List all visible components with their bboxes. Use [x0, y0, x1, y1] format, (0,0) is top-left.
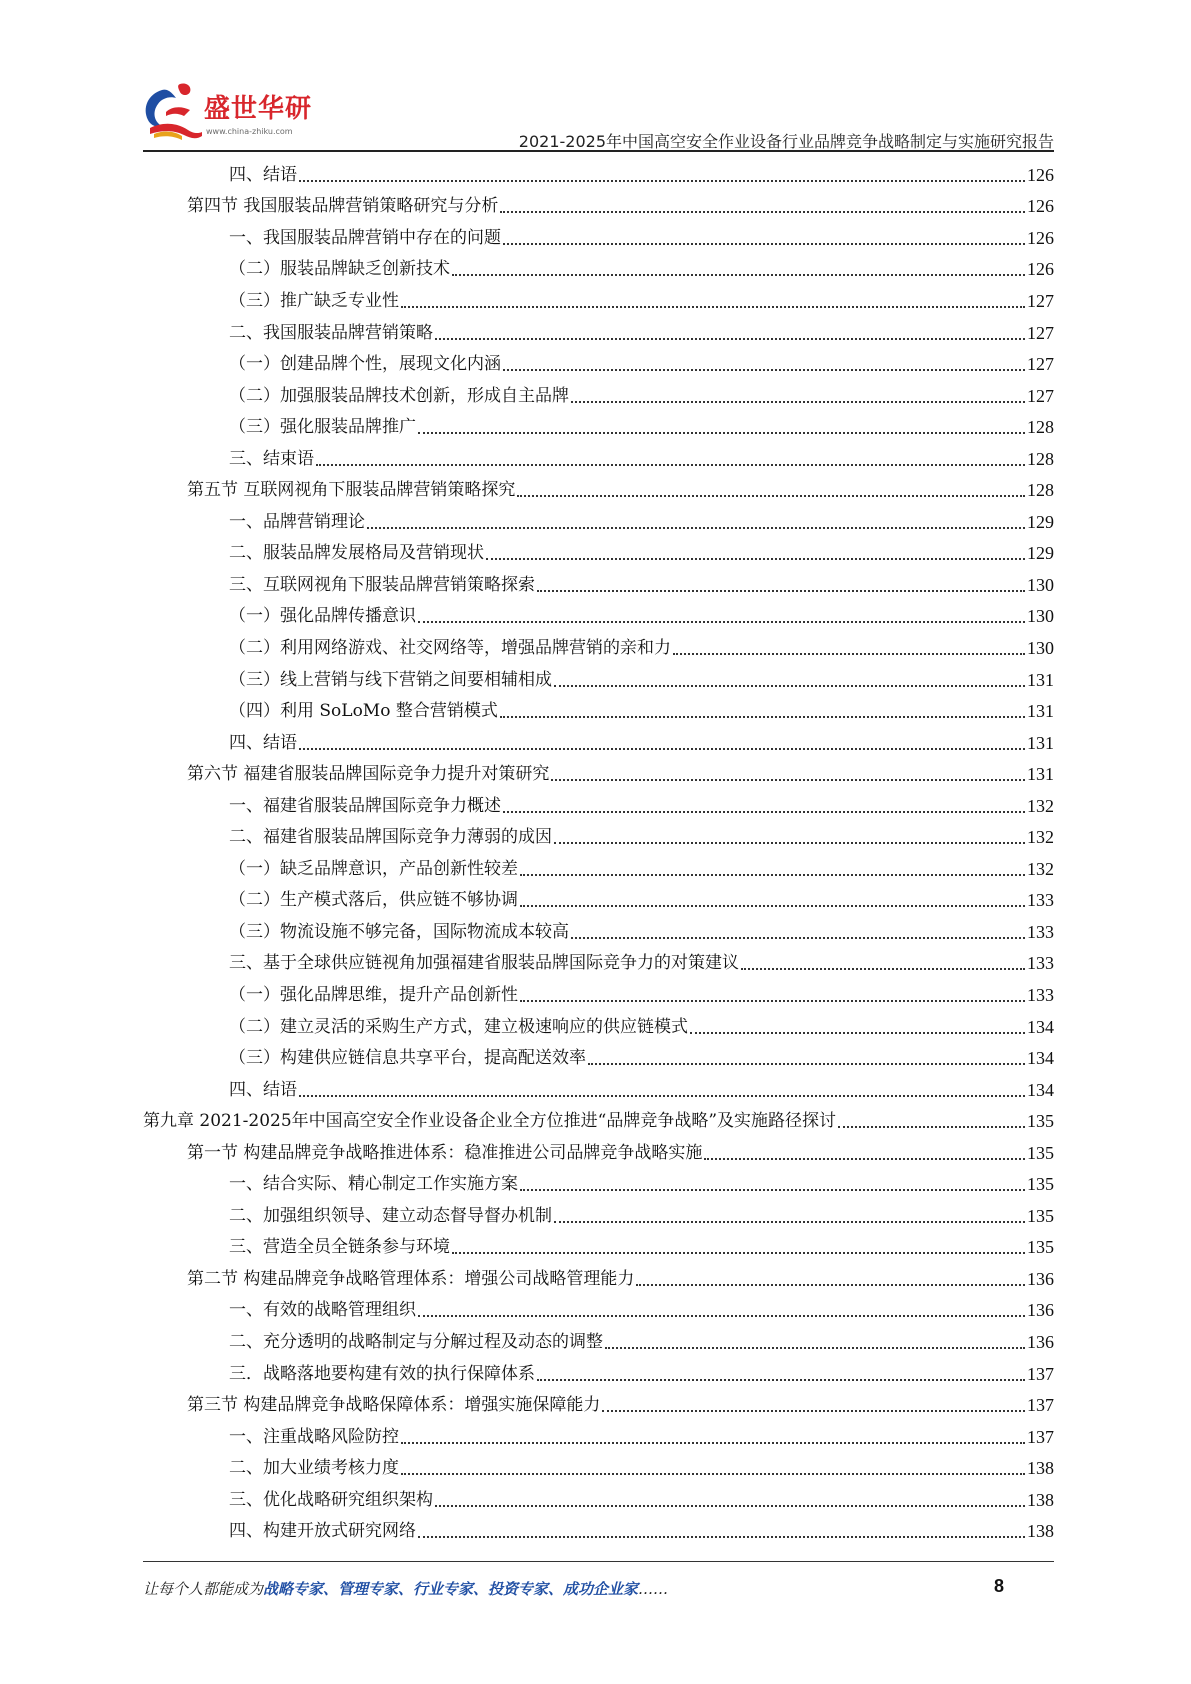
- toc-entry-page: 128: [1027, 448, 1054, 469]
- toc-entry-label: （三）线上营销与线下营销之间要相辅相成: [229, 669, 552, 690]
- toc-entry-page: 130: [1027, 606, 1054, 627]
- toc-entry-page: 129: [1027, 511, 1054, 532]
- toc-entry-label: （三）构建供应链信息共享平台，提高配送效率: [229, 1048, 586, 1069]
- toc-entry-item[interactable]: [0, 632, 1191, 664]
- toc-entry-page: 132: [1027, 858, 1054, 879]
- toc-entry-page: 130: [1027, 574, 1054, 595]
- toc-dot-leader: [452, 1252, 1025, 1254]
- toc-entry-label: （二）建立灵活的采购生产方式，建立极速响应的供应链模式: [229, 1016, 688, 1037]
- toc-entry-item[interactable]: [0, 285, 1191, 317]
- toc-entry-item[interactable]: [0, 1484, 1191, 1516]
- logo-emblem-icon: [140, 78, 210, 144]
- toc-entry-page: 126: [1027, 196, 1054, 217]
- toc-entry-page: 133: [1027, 984, 1054, 1005]
- toc-dot-leader: [500, 716, 1025, 718]
- toc-dot-leader: [486, 558, 1025, 560]
- toc-entry-item[interactable]: [0, 254, 1191, 286]
- toc-entry-page: 137: [1027, 1395, 1054, 1416]
- toc-entry-label: 三、营造全员全链条参与环境: [229, 1237, 450, 1258]
- table-of-contents: [0, 159, 1191, 1547]
- toc-entry-label: （三）推广缺乏专业性: [229, 290, 399, 311]
- toc-entry-label: 一、结合实际、精心制定工作实施方案: [229, 1174, 518, 1195]
- toc-entry-chapter[interactable]: [0, 1105, 1191, 1137]
- toc-dot-leader: [503, 369, 1025, 371]
- toc-entry-item[interactable]: [0, 1042, 1191, 1074]
- toc-entry-page: 126: [1027, 259, 1054, 280]
- toc-dot-leader: [418, 432, 1025, 434]
- toc-entry-label: （四）利用 SoLoMo 整合营销模式: [229, 701, 498, 722]
- toc-dot-leader: [673, 653, 1025, 655]
- toc-entry-label: 第一节 构建品牌竞争战略推进体系：稳准推进公司品牌竞争战略实施: [187, 1142, 703, 1163]
- page-header: [0, 0, 1191, 152]
- toc-entry-label: （二）加强服装品牌技术创新，形成自主品牌: [229, 385, 569, 406]
- toc-entry-item[interactable]: [0, 1452, 1191, 1484]
- toc-entry-page: 129: [1027, 543, 1054, 564]
- toc-entry-item[interactable]: [0, 380, 1191, 412]
- toc-entry-page: 136: [1027, 1300, 1054, 1321]
- toc-entry-item[interactable]: [0, 1011, 1191, 1043]
- toc-entry-item[interactable]: [0, 222, 1191, 254]
- toc-entry-page: 134: [1027, 1079, 1054, 1100]
- toc-dot-leader: [435, 1505, 1025, 1507]
- toc-entry-page: 135: [1027, 1205, 1054, 1226]
- toc-entry-page: 135: [1027, 1111, 1054, 1132]
- header-divider: [143, 150, 1054, 152]
- toc-entry-label: 四、结语: [229, 1079, 297, 1100]
- toc-entry-label: （一）强化品牌思维，提升产品创新性: [229, 984, 518, 1005]
- toc-entry-page: 134: [1027, 1016, 1054, 1037]
- page-footer: [143, 1578, 1054, 1604]
- toc-entry-item[interactable]: [0, 853, 1191, 885]
- toc-entry-item[interactable]: [0, 1326, 1191, 1358]
- toc-dot-leader: [418, 1315, 1025, 1317]
- logo-url: www.china-zhiku.com: [206, 127, 293, 136]
- toc-entry-page: 138: [1027, 1489, 1054, 1510]
- toc-dot-leader: [520, 1000, 1025, 1002]
- toc-entry-item[interactable]: [0, 1200, 1191, 1232]
- toc-entry-label: 三、互联网视角下服装品牌营销策略探索: [229, 574, 535, 595]
- toc-dot-leader: [838, 1126, 1025, 1128]
- toc-entry-item[interactable]: [0, 695, 1191, 727]
- toc-entry-label: （二）服装品牌缺乏创新技术: [229, 259, 450, 280]
- toc-entry-label: 一、我国服装品牌营销中存在的问题: [229, 227, 501, 248]
- toc-entry-page: 128: [1027, 480, 1054, 501]
- toc-entry-page: 135: [1027, 1174, 1054, 1195]
- logo-text: 盛世华研: [204, 94, 313, 124]
- toc-entry-item[interactable]: [0, 727, 1191, 759]
- toc-entry-label: 一、有效的战略管理组织: [229, 1300, 416, 1321]
- toc-dot-leader: [418, 621, 1025, 623]
- toc-entry-page: 137: [1027, 1363, 1054, 1384]
- toc-entry-page: 131: [1027, 669, 1054, 690]
- toc-entry-label: 第九章 2021-2025年中国高空安全作业设备企业全方位推进“品牌竞争战略”及实施路径探讨: [143, 1111, 837, 1132]
- toc-entry-section[interactable]: [0, 1389, 1191, 1421]
- toc-dot-leader: [435, 338, 1025, 340]
- toc-dot-leader: [517, 495, 1025, 497]
- toc-dot-leader: [299, 180, 1025, 182]
- footer-slogan: [143, 1578, 668, 1599]
- toc-entry-item[interactable]: [0, 979, 1191, 1011]
- toc-dot-leader: [503, 811, 1025, 813]
- page-number: 8: [993, 1576, 1004, 1596]
- toc-entry-label: 一、品牌营销理论: [229, 511, 365, 532]
- toc-dot-leader: [316, 464, 1025, 466]
- toc-entry-page: 135: [1027, 1142, 1054, 1163]
- toc-entry-label: 二、加大业绩考核力度: [229, 1458, 399, 1479]
- toc-entry-section[interactable]: [0, 1137, 1191, 1169]
- toc-dot-leader: [588, 1063, 1025, 1065]
- toc-dot-leader: [299, 748, 1025, 750]
- company-logo: [140, 78, 312, 144]
- toc-dot-leader: [602, 1410, 1025, 1412]
- toc-entry-item[interactable]: [0, 538, 1191, 570]
- toc-entry-label: （一）强化品牌传播意识: [229, 606, 416, 627]
- toc-entry-label: （二）生产模式落后，供应链不够协调: [229, 890, 518, 911]
- toc-dot-leader: [704, 1158, 1025, 1160]
- toc-entry-page: 132: [1027, 827, 1054, 848]
- toc-dot-leader: [452, 274, 1025, 276]
- toc-entry-page: 127: [1027, 354, 1054, 375]
- toc-entry-section[interactable]: [0, 758, 1191, 790]
- toc-entry-item[interactable]: [0, 1169, 1191, 1201]
- toc-entry-page: 131: [1027, 701, 1054, 722]
- toc-entry-label: 二、充分透明的战略制定与分解过程及动态的调整: [229, 1332, 603, 1352]
- toc-entry-item[interactable]: [0, 506, 1191, 538]
- toc-entry-page: 127: [1027, 290, 1054, 311]
- toc-entry-item[interactable]: [0, 916, 1191, 948]
- toc-entry-page: 137: [1027, 1426, 1054, 1447]
- toc-entry-page: 133: [1027, 921, 1054, 942]
- toc-dot-leader: [401, 306, 1025, 308]
- toc-entry-label: 一、福建省服装品牌国际竞争力概述: [229, 795, 501, 816]
- toc-entry-section[interactable]: [0, 474, 1191, 506]
- toc-entry-item[interactable]: [0, 1516, 1191, 1548]
- toc-entry-page: 133: [1027, 890, 1054, 911]
- toc-dot-leader: [741, 968, 1025, 970]
- toc-dot-leader: [520, 1189, 1025, 1191]
- toc-entry-label: 第二节 构建品牌竞争战略管理体系：增强公司战略管理能力: [187, 1268, 635, 1289]
- toc-entry-label: （一）创建品牌个性，展现文化内涵: [229, 354, 501, 375]
- toc-entry-item[interactable]: [0, 1358, 1191, 1390]
- toc-dot-leader: [571, 937, 1025, 939]
- toc-entry-item[interactable]: [0, 159, 1191, 191]
- footer-divider: [143, 1561, 1054, 1562]
- toc-dot-leader: [367, 527, 1025, 529]
- toc-dot-leader: [605, 1347, 1025, 1349]
- toc-entry-page: 138: [1027, 1521, 1054, 1542]
- toc-entry-label: 四、构建开放式研究网络: [229, 1521, 416, 1542]
- toc-entry-label: 第四节 我国服装品牌营销策略研究与分析: [187, 196, 499, 217]
- toc-entry-label: （三）物流设施不够完备，国际物流成本较高: [229, 921, 569, 942]
- toc-entry-item[interactable]: [0, 790, 1191, 822]
- slogan-suffix: ……: [638, 1580, 669, 1598]
- toc-entry-section[interactable]: [0, 1263, 1191, 1295]
- toc-dot-leader: [401, 1473, 1025, 1475]
- toc-entry-page: 126: [1027, 227, 1054, 248]
- toc-entry-item[interactable]: [0, 601, 1191, 633]
- toc-entry-label: 三、结束语: [229, 448, 314, 469]
- toc-entry-page: 130: [1027, 637, 1054, 658]
- toc-entry-item[interactable]: [0, 348, 1191, 380]
- toc-dot-leader: [299, 1095, 1025, 1097]
- toc-dot-leader: [503, 243, 1025, 245]
- toc-dot-leader: [554, 1221, 1025, 1223]
- toc-dot-leader: [537, 590, 1025, 592]
- toc-entry-label: 二、我国服装品牌营销策略: [229, 322, 433, 343]
- toc-entry-page: 136: [1027, 1268, 1054, 1289]
- toc-entry-item[interactable]: [0, 1295, 1191, 1327]
- toc-entry-item[interactable]: [0, 1232, 1191, 1264]
- toc-entry-label: 二、服装品牌发展格局及营销现状: [229, 543, 484, 564]
- toc-dot-leader: [551, 779, 1025, 781]
- toc-entry-item[interactable]: [0, 569, 1191, 601]
- toc-entry-label: 二、加强组织领导、建立动态督导督办机制: [229, 1205, 552, 1226]
- toc-entry-label: 三、基于全球供应链视角加强福建省服装品牌国际竞争力的对策建议: [229, 953, 739, 974]
- toc-entry-page: 133: [1027, 953, 1054, 974]
- toc-entry-label: 第六节 福建省服装品牌国际竞争力提升对策研究: [187, 764, 550, 785]
- toc-entry-label: （三）强化服装品牌推广: [229, 417, 416, 438]
- toc-dot-leader: [418, 1536, 1025, 1538]
- toc-entry-item[interactable]: [0, 664, 1191, 696]
- toc-entry-page: 127: [1027, 385, 1054, 406]
- toc-dot-leader: [401, 1442, 1025, 1444]
- toc-entry-item[interactable]: [0, 411, 1191, 443]
- toc-dot-leader: [500, 211, 1025, 213]
- slogan-prefix: 让每个人都能成为: [143, 1580, 264, 1598]
- toc-entry-page: 131: [1027, 764, 1054, 785]
- toc-dot-leader: [554, 842, 1025, 844]
- toc-entry-item[interactable]: [0, 443, 1191, 475]
- toc-entry-page: 132: [1027, 795, 1054, 816]
- toc-entry-label: （二）利用网络游戏、社交网络等，增强品牌营销的亲和力: [229, 637, 671, 658]
- toc-entry-page: 128: [1027, 417, 1054, 438]
- toc-entry-page: 134: [1027, 1048, 1054, 1069]
- toc-dot-leader: [636, 1284, 1025, 1286]
- toc-entry-page: 136: [1027, 1332, 1054, 1352]
- toc-dot-leader: [554, 685, 1025, 687]
- toc-entry-page: 135: [1027, 1237, 1054, 1258]
- toc-entry-page: 126: [1027, 164, 1054, 185]
- toc-entry-section[interactable]: [0, 191, 1191, 223]
- report-title: 2021-2025年中国高空安全作业设备行业品牌竞争战略制定与实施研究报告: [518, 132, 1054, 151]
- toc-entry-label: 二、福建省服装品牌国际竞争力薄弱的成因: [229, 827, 552, 848]
- toc-entry-label: 第五节 互联网视角下服装品牌营销策略探究: [187, 480, 516, 501]
- toc-entry-label: 一、注重战略风险防控: [229, 1426, 399, 1447]
- toc-entry-page: 131: [1027, 732, 1054, 753]
- toc-entry-label: 第三节 构建品牌竞争战略保障体系：增强实施保障能力: [187, 1395, 601, 1416]
- toc-dot-leader: [571, 401, 1025, 403]
- toc-entry-item[interactable]: [0, 317, 1191, 349]
- toc-entry-item[interactable]: [0, 821, 1191, 853]
- toc-entry-page: 138: [1027, 1458, 1054, 1479]
- toc-entry-item[interactable]: [0, 1074, 1191, 1106]
- toc-entry-label: 三．战略落地要构建有效的执行保障体系: [229, 1363, 535, 1384]
- toc-dot-leader: [690, 1032, 1025, 1034]
- toc-entry-label: 四、结语: [229, 732, 297, 753]
- toc-entry-item[interactable]: [0, 885, 1191, 917]
- toc-dot-leader: [520, 905, 1025, 907]
- toc-entry-label: 三、优化战略研究组织架构: [229, 1489, 433, 1510]
- toc-entry-item[interactable]: [0, 1421, 1191, 1453]
- toc-dot-leader: [537, 1379, 1025, 1381]
- toc-dot-leader: [520, 874, 1025, 876]
- toc-entry-label: 四、结语: [229, 164, 297, 185]
- toc-entry-page: 127: [1027, 322, 1054, 343]
- toc-entry-item[interactable]: [0, 948, 1191, 980]
- toc-entry-label: （一）缺乏品牌意识，产品创新性较差: [229, 858, 518, 879]
- slogan-emphasis: 战略专家、管理专家、行业专家、投资专家、成功企业家: [263, 1580, 639, 1598]
